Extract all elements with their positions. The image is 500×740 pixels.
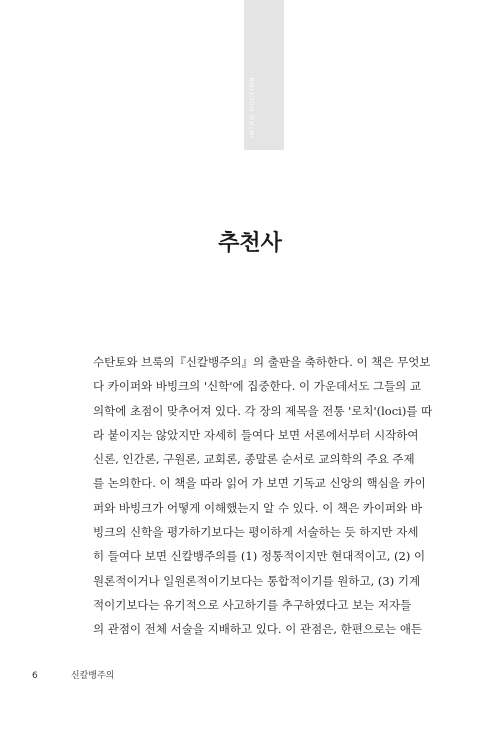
body-line: 원론적이거나 일원론적이기보다는 통합적이기를 원하고, (3) 기계 — [93, 573, 421, 588]
body-line: 빙크의 신학을 평가하기보다는 평이하게 서술하는 듯 하지만 자세 — [93, 525, 419, 540]
page-number: 6 — [32, 671, 38, 681]
body-line: 라 붙이지는 않았지만 자세히 들여다 보면 서론에서부터 시작하여 — [93, 427, 419, 442]
body-line: 를 논의한다. 이 책을 따라 읽어 가 보면 기독교 신앙의 핵심을 카이 — [93, 476, 426, 491]
body-line: 수탄토와 브룩의『신칼뱅주의』의 출판을 축하한다. 이 책은 무엇보 — [93, 355, 431, 369]
chapter-title: 추천사 — [218, 231, 282, 256]
body-line: 신론, 인간론, 구원론, 교회론, 종말론 순서로 교의학의 주요 주제 — [93, 452, 415, 467]
ribbon-label: INTRO DUCTION — [249, 76, 256, 138]
body-line: 적이기보다는 유기적으로 사고하기를 추구하였다고 보는 저자들 — [93, 597, 412, 612]
body-line: 히 들여다 보면 신칼뱅주의를 (1) 정통적이지만 현대적이고, (2) 이 — [93, 549, 426, 564]
page-footer — [32, 668, 114, 681]
body-line: 퍼와 바빙크가 어떻게 이해했는지 알 수 있다. 이 책은 카이퍼와 바 — [93, 500, 423, 515]
chapter-ribbon — [244, 0, 284, 150]
body-line: 의 관점이 전체 서술을 지배하고 있다. 이 관점은, 한편으로는 애든 — [93, 622, 423, 637]
body-text — [93, 350, 433, 642]
body-line: 의학에 초점이 맞추어져 있다. 각 장의 제목을 전통 '로치'(loci)를 따 — [93, 403, 433, 418]
body-line: 다 카이퍼와 바빙크의 '신학'에 집중한다. 이 가운데서도 그들의 교 — [93, 379, 422, 394]
running-book-title: 신칼뱅주의 — [70, 671, 115, 681]
